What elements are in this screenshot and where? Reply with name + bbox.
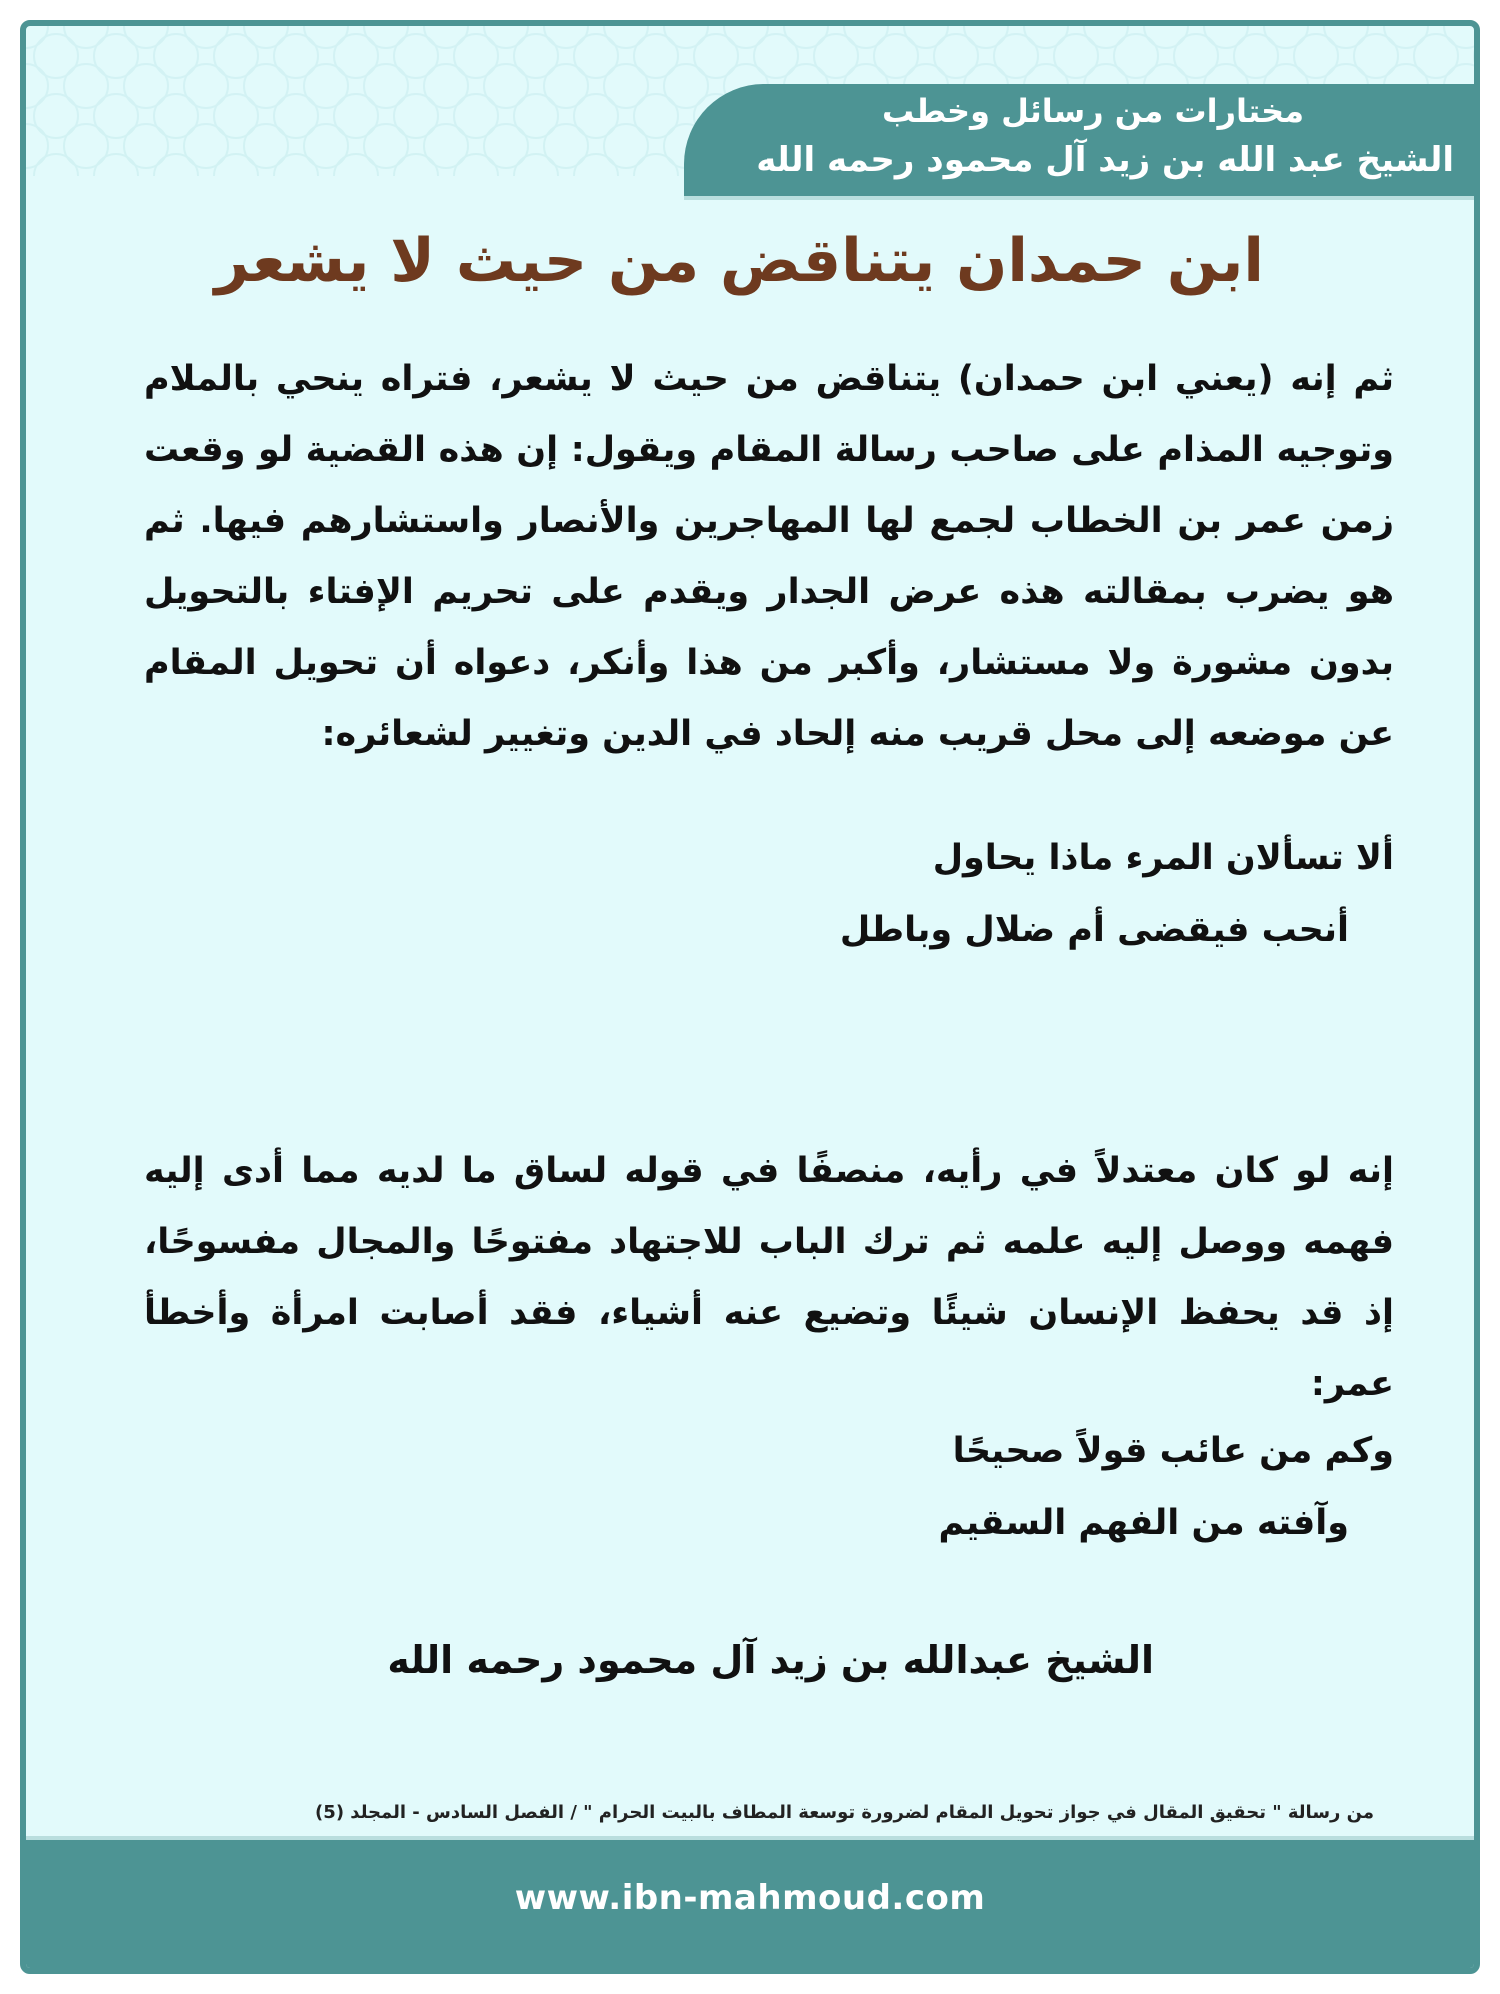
body-paragraph-2: إنه لو كان معتدلاً في رأيه، منصفًا في قوله لساق ما لديه مما أدى إليه فهمه ووصل إليه علمه ثم ترك الباب للاجتهاد مفتوحًا والمجال مفسوحًا، إذ قد يحفظ الإنسان شيئًا وتضيع عنه أشياء، فقد أصابت امرأة وأخطأ عمر: [144, 1151, 1394, 1404]
article-title: ابن حمدان يتناقض من حيث لا يشعر [214, 226, 1264, 296]
website-link[interactable]: www.ibn-mahmoud.com [514, 1878, 986, 1918]
header-band [684, 84, 1474, 196]
verse-1-line-2: أنحب فيقضى أم ضلال وباطل [839, 910, 1349, 950]
source-citation: من رسالة " تحقيق المقال في جواز تحويل المقام لضرورة توسعة المطاف بالبيت الحرام " / الفصل السادس - المجلد (5) [315, 1802, 1374, 1823]
verse-2-line-2: وآفته من الفهم السقيم [938, 1503, 1349, 1543]
header-author-name: الشيخ عبد الله بن زيد آل محمود رحمه الله [756, 140, 1454, 180]
author-signature: الشيخ عبدالله بن زيد آل محمود رحمه الله [387, 1638, 1154, 1682]
footer-band [26, 1840, 1474, 1968]
page-frame [20, 20, 1480, 1974]
verse-2-line-1: وكم من عائب قولاً صحيحًا [952, 1431, 1394, 1471]
body-paragraph-1: ثم إنه (يعني ابن حمدان) يتناقض من حيث لا يشعر، فتراه ينحي بالملام وتوجيه المذام على صاحب رسالة المقام ويقول: إن هذه القضية لو وقعت زمن عمر بن الخطاب لجمع لها المهاجرين والأنصار واستشارهم فيها. ثم هو يضرب بمقالته هذه عرض الجدار ويقدم على تحريم الإفتاء بالتحويل بدون مشورة ولا مستشار، وأكبر من هذا وأنكر، دعواه أن تحويل المقام عن موضعه إلى محل قريب منه إلحاد في الدين وتغيير لشعائره: [144, 359, 1394, 754]
verse-1-line-1: ألا تسألان المرء ماذا يحاول [932, 838, 1394, 878]
header-series-title: مختارات من رسائل وخطب [881, 92, 1304, 130]
